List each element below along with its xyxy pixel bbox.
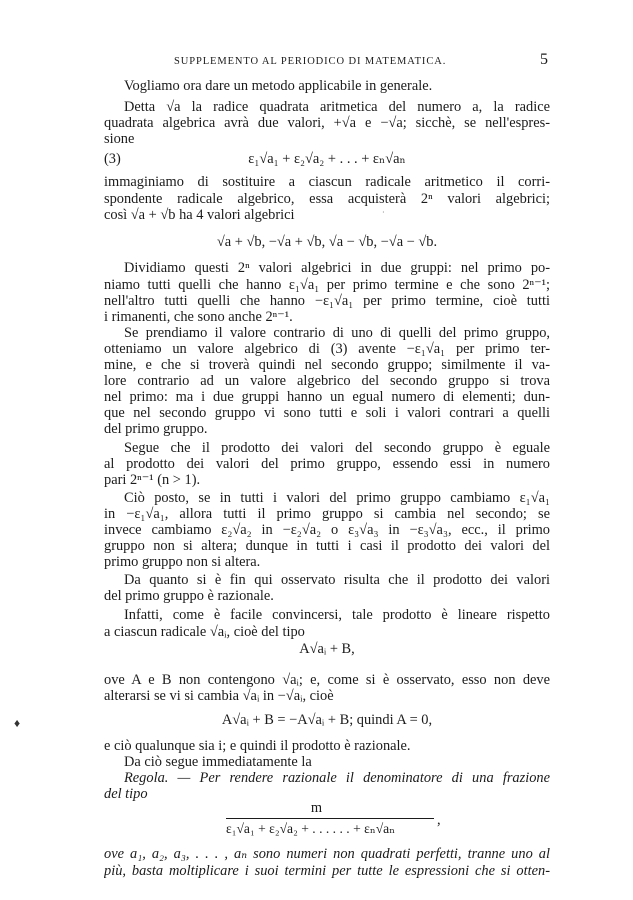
text-line: del primo gruppo. <box>104 421 208 437</box>
text-line: ove a₁, a₂, a₃, . . . , aₙ sono numeri non quadrati perfetti, tranne uno al <box>104 846 550 862</box>
text-line: lore contrario ad un valore algebrico del secondo gruppo si trova <box>104 373 550 389</box>
text-line: sione <box>104 131 135 147</box>
text-line: Detta √a la radice quadrata aritmetica del numero a, la radice <box>124 99 550 115</box>
margin-mark: ♦ <box>14 716 21 730</box>
text-line: mine, e che si troverà quindi nel secondo gruppo; similmente il va- <box>104 357 550 373</box>
text-line: alterarsi se vi si cambia √aᵢ in −√aᵢ, cioè <box>104 688 334 704</box>
print-speck: · <box>382 208 385 217</box>
text-line: i rimanenti, che sono anche 2ⁿ⁻¹. <box>104 309 293 325</box>
text-line: al prodotto dei valori del primo gruppo, essendo essi in numero <box>104 456 550 472</box>
equation-linear-form: A√aᵢ + B, <box>299 641 355 657</box>
text-line: que nel secondo gruppo vi sono tutti e soli i valori contrari a quelli <box>104 405 550 421</box>
rule-statement: Regola. — Per rendere razionale il denominatore di una frazione <box>124 770 550 786</box>
text-line: primo gruppo non si altera. <box>104 554 261 570</box>
fraction-denominator: ε₁√a₁ + ε₂√a₂ + . . . . . . + εₙ√aₙ <box>226 821 396 836</box>
running-header <box>108 51 548 74</box>
text-line: nel primo: ma i due gruppi hanno un egual numero di elementi; dun- <box>104 389 550 405</box>
text-line: e ciò qualunque sia i; e quindi il prodotto è razionale. <box>104 738 411 754</box>
text-line: in −ε₁√a₁, allora tutti il primo gruppo si cambia nel secondo; se <box>104 506 550 522</box>
text-line: del tipo <box>104 786 148 802</box>
header-title: SUPPLEMENTO AL PERIODICO DI MATEMATICA. <box>174 56 447 67</box>
equation-a-equals-zero: A√aᵢ + B = −A√aᵢ + B; quindi A = 0, <box>221 712 433 728</box>
text-line: Ciò posto, se in tutti i valori del primo gruppo cambiamo ε₁√a₁ <box>124 490 550 506</box>
text-line: Se prendiamo il valore contrario di uno di quelli del primo gruppo, <box>124 325 550 341</box>
text-line: gruppo non si altera; dunque in tutti i casi il prodotto dei valori del <box>104 538 550 554</box>
equation-four-values: √a + √b, −√a + √b, √a − √b, −√a − √b. <box>216 234 438 250</box>
page-number: 5 <box>540 51 548 68</box>
equation-3: ε₁√a₁ + ε₂√a₂ + . . . + εₙ√aₙ <box>248 151 406 167</box>
equation-number: (3) <box>104 151 121 167</box>
text-line: più, basta moltiplicare i suoi termini per tutte le espressioni che si otten- <box>104 863 550 879</box>
text-line: nell'altro tutti quelli che hanno −ε₁√a₁ per primo termine, cioè tutti <box>104 293 550 309</box>
text-line: Vogliamo ora dare un metodo applicabile in generale. <box>124 78 433 94</box>
text-line: spondente radicale algebrico, essa acquisterà 2ⁿ valori algebrici; <box>104 191 550 207</box>
text-line: immaginiamo di sostituire a ciascun radicale aritmetico il corri- <box>104 174 550 190</box>
text-line: Dividiamo questi 2ⁿ valori algebrici in due gruppi: nel primo po- <box>124 260 550 276</box>
text-line: Da ciò segue immediatamente la <box>124 754 312 770</box>
text-line: niamo tutti quelli che hanno ε₁√a₁ per primo termine e che sono 2ⁿ⁻¹; <box>104 277 550 293</box>
text-line: del primo gruppo è razionale. <box>104 588 274 604</box>
text-line: pari 2ⁿ⁻¹ (n > 1). <box>104 472 201 488</box>
text-line: otteniamo un valore algebrico di (3) avente −ε₁√a₁ per primo ter- <box>104 341 550 357</box>
text-line: a ciascun radicale √aᵢ, cioè del tipo <box>104 624 305 640</box>
text-line: invece cambiamo ε₂√a₂ in −ε₂√a₂ o ε₃√a₃ in −ε₃√a₃, ecc., il primo <box>104 522 550 538</box>
text-line: quadrata algebrica avrà due valori, +√a e −√a; sicchè, se nell'espres- <box>104 115 550 131</box>
text-line: Infatti, come è facile convincersi, tale prodotto è lineare rispetto <box>124 607 550 623</box>
text-line: ove A e B non contengono √aᵢ; e, come si è osservato, esso non deve <box>104 672 550 688</box>
text-line: Da quanto si è fin qui osservato risulta che il prodotto dei valori <box>124 572 550 588</box>
fraction-bar <box>226 818 434 819</box>
fraction-trailing-comma: , <box>437 812 441 828</box>
text-line: Segue che il prodotto dei valori del secondo gruppo è eguale <box>124 440 550 456</box>
fraction-numerator: m <box>310 800 323 816</box>
text-line: così √a + √b ha 4 valori algebrici <box>104 207 295 223</box>
